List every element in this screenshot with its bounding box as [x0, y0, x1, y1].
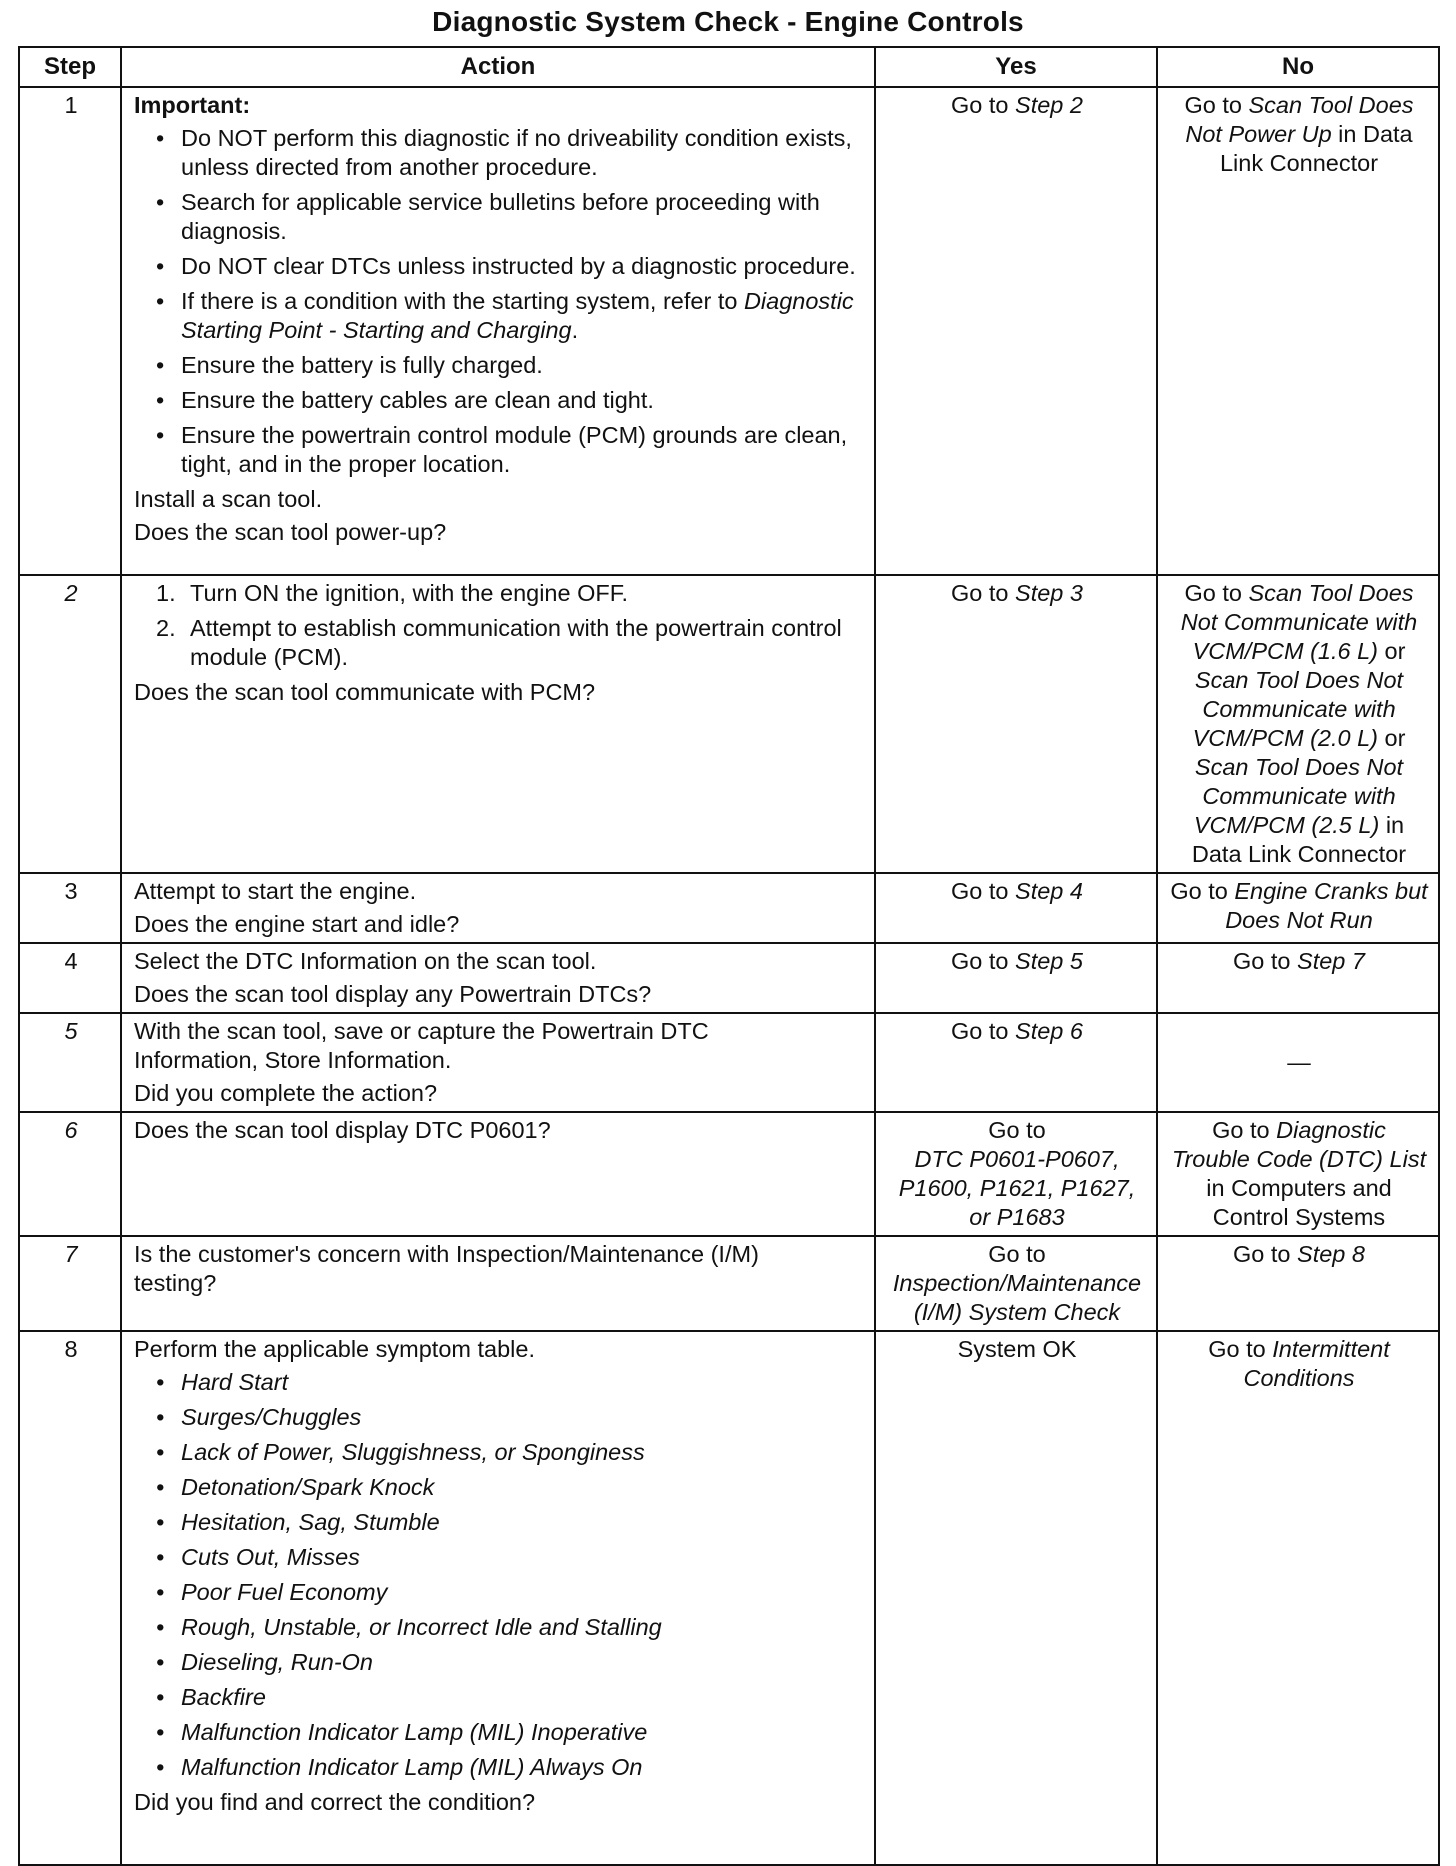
- question-text: Does the engine start and idle?: [134, 911, 460, 937]
- reference-location: in Data Link Connector: [1191, 812, 1407, 867]
- reference-link[interactable]: DTC P0601-P0607, P1600, P1621, P1627, or P1683: [898, 1146, 1136, 1230]
- goto-text: Go to: [988, 1241, 1046, 1267]
- important-label: Important:: [134, 92, 251, 118]
- symptom-link[interactable]: • Surges/Chuggles: [134, 1403, 864, 1432]
- question-text: Did you find and correct the condition?: [134, 1789, 536, 1815]
- reference-link[interactable]: Scan Tool Does Not Communicate with VCM/PCM (1.6 L): [1180, 580, 1418, 664]
- list-item: [134, 579, 864, 608]
- yes-cell: System OK: [875, 1331, 1157, 1865]
- yes-cell: [875, 1112, 1157, 1236]
- list-item: • Ensure the battery is fully charged.: [134, 351, 864, 380]
- question-text: Does the scan tool communicate with PCM?: [134, 679, 596, 705]
- question-text: Does the scan tool display any Powertrain DTCs?: [134, 981, 652, 1007]
- list-item-text: If there is a condition with the starting system, refer to: [181, 288, 738, 314]
- step-number: 7: [19, 1236, 121, 1331]
- no-cell: [1157, 873, 1439, 943]
- reference-link[interactable]: Scan Tool Does Not Communicate with VCM/PCM (2.5 L): [1193, 754, 1404, 838]
- table-row-step-6: [19, 1112, 1439, 1236]
- step-link[interactable]: Step 4: [1015, 878, 1083, 904]
- no-cell: [1157, 1331, 1439, 1865]
- question-text: Did you complete the action?: [134, 1080, 438, 1106]
- goto-text: Go to: [1170, 878, 1228, 904]
- table-row-step-1: [19, 87, 1439, 575]
- action-text: Perform the applicable symptom table.: [134, 1336, 535, 1362]
- reference-link[interactable]: Diagnostic Starting Point - Starting and Charging: [181, 288, 854, 343]
- symptom-link[interactable]: • Dieseling, Run-On: [134, 1648, 864, 1677]
- step-number: 4: [19, 943, 121, 1013]
- step-number: 5: [19, 1013, 121, 1112]
- header-yes: Yes: [875, 47, 1157, 87]
- step-number: 8: [19, 1331, 121, 1865]
- list-item: • Do NOT perform this diagnostic if no driveability condition exists, unless directed from another procedure.: [134, 124, 864, 182]
- step-link[interactable]: Step 6: [1015, 1018, 1083, 1044]
- list-item: • Ensure the powertrain control module (PCM) grounds are clean, tight, and in the proper location.: [134, 421, 864, 479]
- question-text: Is the customer's concern with Inspection/Maintenance (I/M) testing?: [134, 1241, 759, 1296]
- table-row-step-3: [19, 873, 1439, 943]
- list-item: [134, 614, 864, 672]
- list-item: [134, 287, 864, 345]
- step-number: 2: [19, 575, 121, 873]
- goto-text: Go to: [951, 580, 1009, 606]
- step-number: 3: [19, 873, 121, 943]
- symptom-list: [134, 1368, 864, 1782]
- goto-text: Go to: [1212, 1117, 1270, 1143]
- list-item-text: Attempt to establish communication with the powertrain control module (PCM).: [190, 615, 842, 670]
- list-number: 1.: [156, 580, 176, 606]
- action-text: Select the DTC Information on the scan tool.: [134, 948, 597, 974]
- reference-link[interactable]: Diagnostic Trouble Code (DTC) List: [1171, 1117, 1427, 1172]
- list-item: • Do NOT clear DTCs unless instructed by a diagnostic procedure.: [134, 252, 864, 281]
- or-text: or: [1384, 638, 1406, 664]
- symptom-link[interactable]: • Lack of Power, Sluggishness, or Sponginess: [134, 1438, 864, 1467]
- step-link[interactable]: Step 7: [1297, 948, 1365, 974]
- reference-link[interactable]: Inspection/Maintenance (I/M) System Check: [892, 1270, 1142, 1325]
- question-text: Does the scan tool power-up?: [134, 519, 447, 545]
- table-header-row: [19, 47, 1439, 87]
- reference-location: in Computers and Control Systems: [1206, 1175, 1392, 1230]
- step-number: 1: [19, 87, 121, 575]
- or-text: or: [1384, 725, 1406, 751]
- no-cell: [1157, 87, 1439, 575]
- table-row-step-5: [19, 1013, 1439, 1112]
- goto-text: Go to: [1208, 1336, 1266, 1362]
- goto-text: Go to: [1233, 948, 1291, 974]
- step-number: 6: [19, 1112, 121, 1236]
- diagnostic-table: [18, 46, 1440, 1866]
- symptom-link[interactable]: • Hard Start: [134, 1368, 864, 1397]
- reference-link[interactable]: Scan Tool Does Not Power Up: [1185, 92, 1414, 147]
- action-text: Install a scan tool.: [134, 486, 323, 512]
- no-cell: —: [1157, 1013, 1439, 1112]
- list-number: 2.: [156, 615, 176, 641]
- action-cell: [121, 1236, 875, 1331]
- reference-link[interactable]: Engine Cranks but Does Not Run: [1225, 878, 1428, 933]
- yes-cell: [875, 1236, 1157, 1331]
- goto-text: Go to: [951, 92, 1009, 118]
- symptom-link[interactable]: • Cuts Out, Misses: [134, 1543, 864, 1572]
- symptom-link[interactable]: • Rough, Unstable, or Incorrect Idle and Stalling: [134, 1613, 864, 1642]
- question-text: Does the scan tool display DTC P0601?: [134, 1117, 551, 1143]
- symptom-link[interactable]: • Detonation/Spark Knock: [134, 1473, 864, 1502]
- symptom-link[interactable]: • Hesitation, Sag, Stumble: [134, 1508, 864, 1537]
- action-cell: [121, 943, 875, 1013]
- step-link[interactable]: Step 2: [1015, 92, 1083, 118]
- step-link[interactable]: Step 3: [1015, 580, 1083, 606]
- symptom-link[interactable]: • Poor Fuel Economy: [134, 1578, 864, 1607]
- no-cell: [1157, 943, 1439, 1013]
- goto-text: Go to: [1184, 92, 1242, 118]
- list-item-period: .: [571, 317, 579, 343]
- yes-cell: [875, 873, 1157, 943]
- table-row-step-7: [19, 1236, 1439, 1331]
- list-item-text: Turn ON the ignition, with the engine OFF.: [190, 580, 629, 606]
- action-text: Attempt to start the engine.: [134, 878, 417, 904]
- yes-cell: [875, 87, 1157, 575]
- procedure-list: [134, 579, 864, 672]
- reference-location: in Data Link Connector: [1219, 121, 1413, 176]
- yes-cell: [875, 943, 1157, 1013]
- action-text: With the scan tool, save or capture the Powertrain DTC Information, Store Information.: [134, 1018, 709, 1073]
- symptom-link[interactable]: • Malfunction Indicator Lamp (MIL) Inoperative: [134, 1718, 864, 1747]
- no-cell: [1157, 1112, 1439, 1236]
- yes-cell: [875, 1013, 1157, 1112]
- no-cell: [1157, 1236, 1439, 1331]
- action-cell: [121, 873, 875, 943]
- action-cell: [121, 1112, 875, 1236]
- header-step: Step: [19, 47, 121, 87]
- step-link[interactable]: Step 8: [1297, 1241, 1365, 1267]
- yes-cell: [875, 575, 1157, 873]
- goto-text: Go to: [951, 878, 1009, 904]
- table-row-step-4: [19, 943, 1439, 1013]
- table-row-step-8: [19, 1331, 1439, 1865]
- list-item: • Search for applicable service bulletins before proceeding with diagnosis.: [134, 188, 864, 246]
- action-cell: [121, 575, 875, 873]
- symptom-link[interactable]: • Backfire: [134, 1683, 864, 1712]
- symptom-link[interactable]: • Malfunction Indicator Lamp (MIL) Always On: [134, 1753, 864, 1782]
- goto-text: Go to: [1184, 580, 1242, 606]
- action-cell: [121, 1013, 875, 1112]
- action-cell: [121, 1331, 875, 1865]
- page-title: Diagnostic System Check - Engine Controls: [432, 6, 1024, 37]
- list-item: • Ensure the battery cables are clean and tight.: [134, 386, 864, 415]
- no-cell: [1157, 575, 1439, 873]
- goto-text: Go to: [951, 1018, 1009, 1044]
- reference-link[interactable]: Scan Tool Does Not Communicate with VCM/PCM (2.0 L): [1192, 667, 1404, 751]
- goto-text: Go to: [1233, 1241, 1291, 1267]
- precaution-list: [134, 124, 864, 479]
- goto-text: Go to: [988, 1117, 1046, 1143]
- header-no: No: [1157, 47, 1439, 87]
- reference-link[interactable]: Intermittent Conditions: [1243, 1336, 1390, 1391]
- table-row-step-2: [19, 575, 1439, 873]
- action-cell: [121, 87, 875, 575]
- header-action: Action: [121, 47, 875, 87]
- step-link[interactable]: Step 5: [1015, 948, 1083, 974]
- goto-text: Go to: [951, 948, 1009, 974]
